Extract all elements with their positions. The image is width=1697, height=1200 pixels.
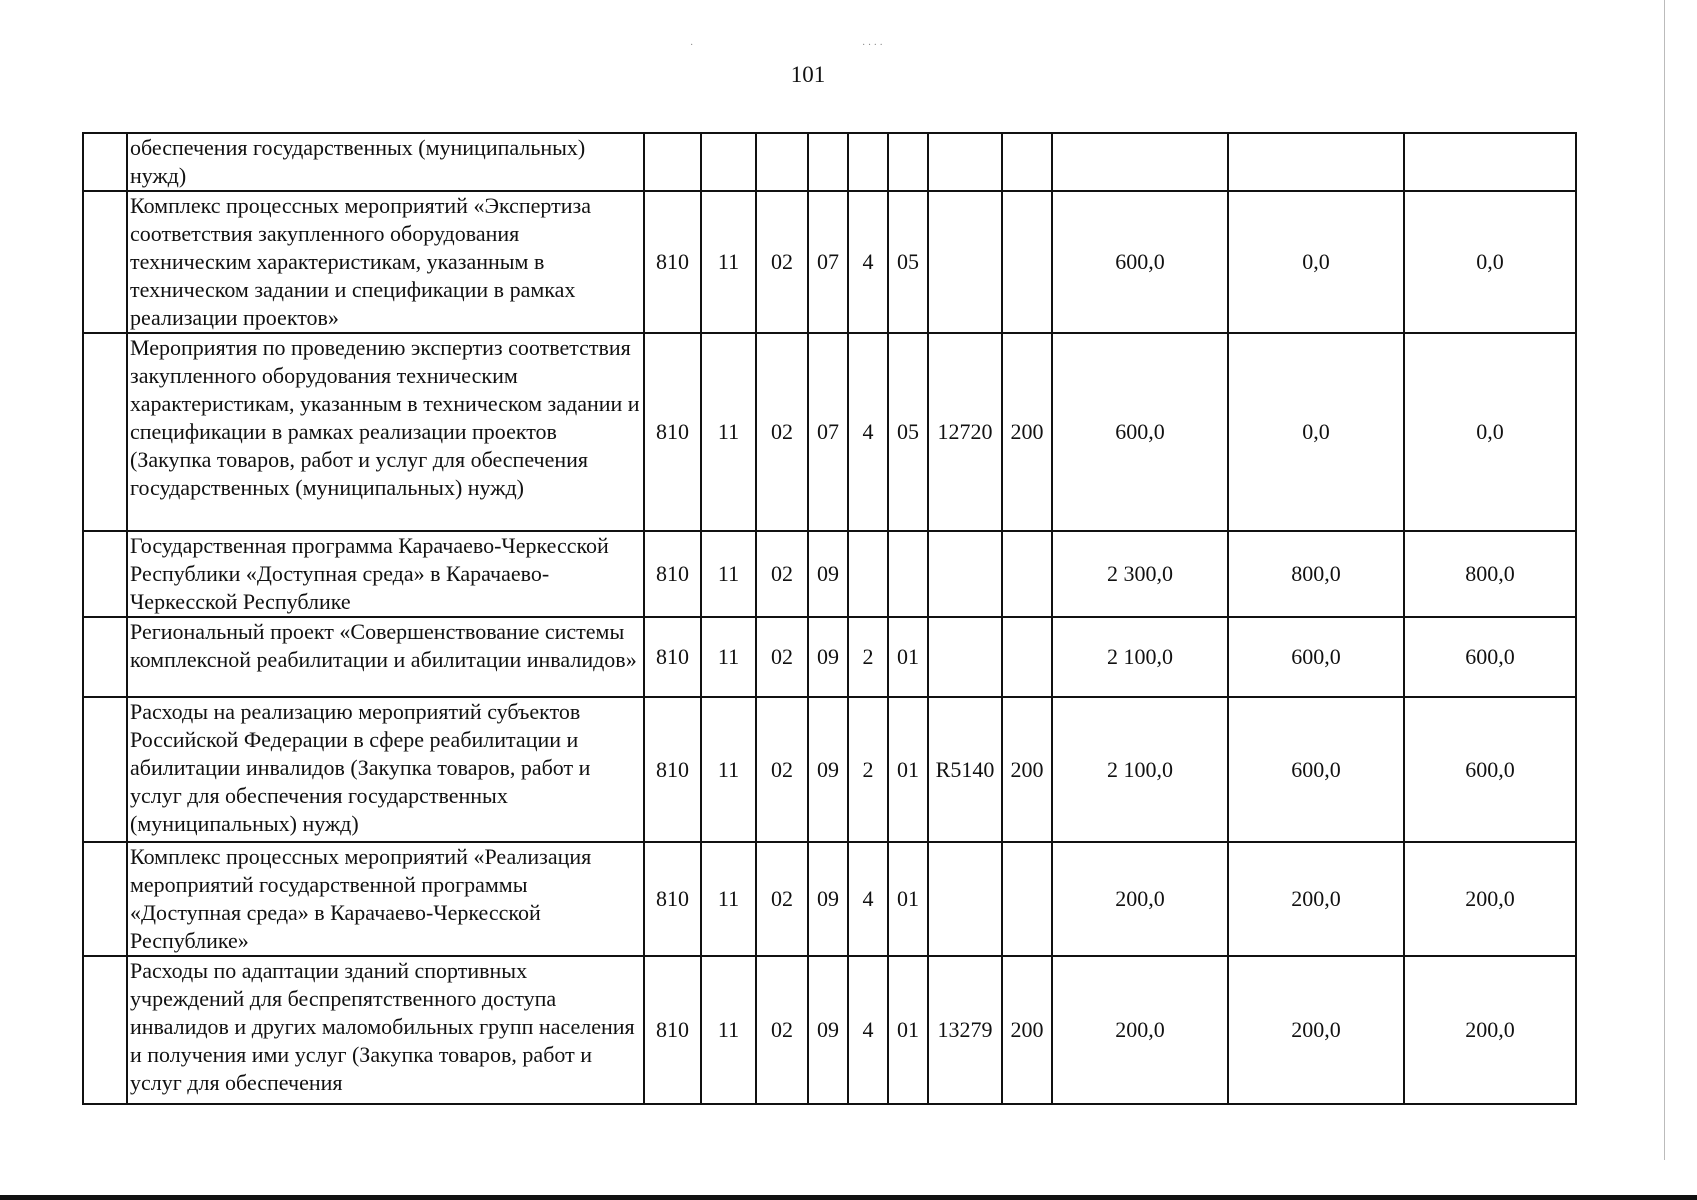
kvsr-code-cell [644, 133, 701, 191]
amount-year-1-cell: 600,0 [1052, 333, 1228, 531]
section-code-cell: 11 [701, 617, 756, 697]
scan-speck: · · · · [862, 40, 883, 51]
direction-code-cell [928, 842, 1002, 956]
subprogram-code-cell [848, 531, 888, 617]
program-code-cell [808, 133, 848, 191]
event-code-cell: 01 [888, 842, 928, 956]
kvsr-code-cell: 810 [644, 531, 701, 617]
direction-code-cell [928, 191, 1002, 333]
table-row [83, 697, 1576, 842]
kvsr-code-cell: 810 [644, 956, 701, 1104]
subsection-code-cell: 02 [756, 842, 808, 956]
table-row [83, 956, 1576, 1104]
direction-code-cell: 12720 [928, 333, 1002, 531]
amount-year-1-cell: 600,0 [1052, 191, 1228, 333]
amount-year-1-cell: 2 100,0 [1052, 617, 1228, 697]
expense-name-cell: обеспечения государственных (муниципальных) нужд) [127, 133, 644, 191]
amount-year-2-cell: 200,0 [1228, 842, 1404, 956]
kvsr-code-cell: 810 [644, 191, 701, 333]
direction-code-cell [928, 617, 1002, 697]
subsection-code-cell: 02 [756, 191, 808, 333]
amount-year-3-cell: 600,0 [1404, 617, 1576, 697]
program-code-cell: 09 [808, 842, 848, 956]
scan-speck: · [690, 40, 694, 51]
budget-table [82, 132, 1577, 1105]
expense-name-cell: Региональный проект «Совершенствование системы комплексной реабилитации и абилитации инвалидов» [127, 617, 644, 697]
event-code-cell: 01 [888, 617, 928, 697]
kvsr-code-cell: 810 [644, 842, 701, 956]
expense-type-code-cell: 200 [1002, 333, 1052, 531]
subprogram-code-cell: 4 [848, 333, 888, 531]
expense-type-code-cell: 200 [1002, 697, 1052, 842]
section-code-cell: 11 [701, 191, 756, 333]
row-index-cell [83, 697, 127, 842]
event-code-cell: 05 [888, 191, 928, 333]
amount-year-2-cell: 0,0 [1228, 333, 1404, 531]
row-index-cell [83, 842, 127, 956]
kvsr-code-cell: 810 [644, 333, 701, 531]
amount-year-3-cell: 200,0 [1404, 956, 1576, 1104]
subsection-code-cell [756, 133, 808, 191]
expense-name-cell: Комплекс процессных мероприятий «Экспертиза соответствия закупленного оборудования техническим характеристикам, указанным в техническом задании и спецификации в рамках реализации проектов» [127, 191, 644, 333]
event-code-cell [888, 531, 928, 617]
direction-code-cell: R5140 [928, 697, 1002, 842]
scan-edge [0, 1195, 1697, 1200]
section-code-cell: 11 [701, 956, 756, 1104]
section-code-cell: 11 [701, 697, 756, 842]
subprogram-code-cell [848, 133, 888, 191]
table-row [83, 531, 1576, 617]
subprogram-code-cell: 4 [848, 842, 888, 956]
program-code-cell: 07 [808, 191, 848, 333]
amount-year-1-cell: 200,0 [1052, 842, 1228, 956]
section-code-cell: 11 [701, 333, 756, 531]
section-code-cell: 11 [701, 842, 756, 956]
subprogram-code-cell: 4 [848, 191, 888, 333]
row-index-cell [83, 531, 127, 617]
row-index-cell [83, 133, 127, 191]
table-row [83, 617, 1576, 697]
scan-margin-line [1664, 0, 1665, 1160]
subprogram-code-cell: 2 [848, 697, 888, 842]
expense-type-code-cell [1002, 842, 1052, 956]
expense-type-code-cell [1002, 531, 1052, 617]
program-code-cell: 09 [808, 956, 848, 1104]
amount-year-1-cell: 200,0 [1052, 956, 1228, 1104]
subsection-code-cell: 02 [756, 617, 808, 697]
subsection-code-cell: 02 [756, 697, 808, 842]
section-code-cell: 11 [701, 531, 756, 617]
expense-type-code-cell [1002, 133, 1052, 191]
expense-type-code-cell [1002, 191, 1052, 333]
amount-year-2-cell: 600,0 [1228, 617, 1404, 697]
row-index-cell [83, 617, 127, 697]
amount-year-2-cell: 0,0 [1228, 191, 1404, 333]
row-index-cell [83, 191, 127, 333]
amount-year-1-cell: 2 300,0 [1052, 531, 1228, 617]
amount-year-1-cell: 2 100,0 [1052, 697, 1228, 842]
expense-name-cell: Комплекс процессных мероприятий «Реализация мероприятий государственной программы «Доступная среда» в Карачаево-Черкесской Республике» [127, 842, 644, 956]
row-index-cell [83, 333, 127, 531]
amount-year-3-cell [1404, 133, 1576, 191]
expense-type-code-cell: 200 [1002, 956, 1052, 1104]
amount-year-2-cell: 800,0 [1228, 531, 1404, 617]
expense-name-cell: Расходы на реализацию мероприятий субъектов Российской Федерации в сфере реабилитации и абилитации инвалидов (Закупка товаров, работ и услуг для обеспечения государственных (муниципальных) нужд) [127, 697, 644, 842]
table-row [83, 133, 1576, 191]
expense-type-code-cell [1002, 617, 1052, 697]
table-row [83, 842, 1576, 956]
subprogram-code-cell: 2 [848, 617, 888, 697]
subsection-code-cell: 02 [756, 956, 808, 1104]
event-code-cell [888, 133, 928, 191]
row-index-cell [83, 956, 127, 1104]
amount-year-2-cell: 600,0 [1228, 697, 1404, 842]
program-code-cell: 07 [808, 333, 848, 531]
amount-year-3-cell: 600,0 [1404, 697, 1576, 842]
amount-year-2-cell: 200,0 [1228, 956, 1404, 1104]
subprogram-code-cell: 4 [848, 956, 888, 1104]
program-code-cell: 09 [808, 617, 848, 697]
program-code-cell: 09 [808, 697, 848, 842]
table-row [83, 333, 1576, 531]
page-number: 101 [790, 62, 826, 87]
subsection-code-cell: 02 [756, 531, 808, 617]
expense-name-cell: Расходы по адаптации зданий спортивных учреждений для беспрепятственного доступа инвалидов и других маломобильных групп населения и получения ими услуг (Закупка товаров, работ и услуг для обеспечения [127, 956, 644, 1104]
amount-year-3-cell: 200,0 [1404, 842, 1576, 956]
direction-code-cell [928, 133, 1002, 191]
amount-year-3-cell: 0,0 [1404, 191, 1576, 333]
table-row [83, 191, 1576, 333]
expense-name-cell: Мероприятия по проведению экспертиз соответствия закупленного оборудования техническим характеристикам, указанным в техническом задании и спецификации в рамках реализации проектов (Закупка товаров, работ и услуг для обеспечения государственных (муниципальных) нужд) [127, 333, 644, 531]
kvsr-code-cell: 810 [644, 617, 701, 697]
program-code-cell: 09 [808, 531, 848, 617]
kvsr-code-cell: 810 [644, 697, 701, 842]
event-code-cell: 01 [888, 697, 928, 842]
event-code-cell: 01 [888, 956, 928, 1104]
section-code-cell [701, 133, 756, 191]
direction-code-cell [928, 531, 1002, 617]
amount-year-3-cell: 0,0 [1404, 333, 1576, 531]
amount-year-3-cell: 800,0 [1404, 531, 1576, 617]
event-code-cell: 05 [888, 333, 928, 531]
direction-code-cell: 13279 [928, 956, 1002, 1104]
amount-year-1-cell [1052, 133, 1228, 191]
amount-year-2-cell [1228, 133, 1404, 191]
expense-name-cell: Государственная программа Карачаево-Черкесской Республики «Доступная среда» в Карачаево-Черкесской Республике [127, 531, 644, 617]
subsection-code-cell: 02 [756, 333, 808, 531]
